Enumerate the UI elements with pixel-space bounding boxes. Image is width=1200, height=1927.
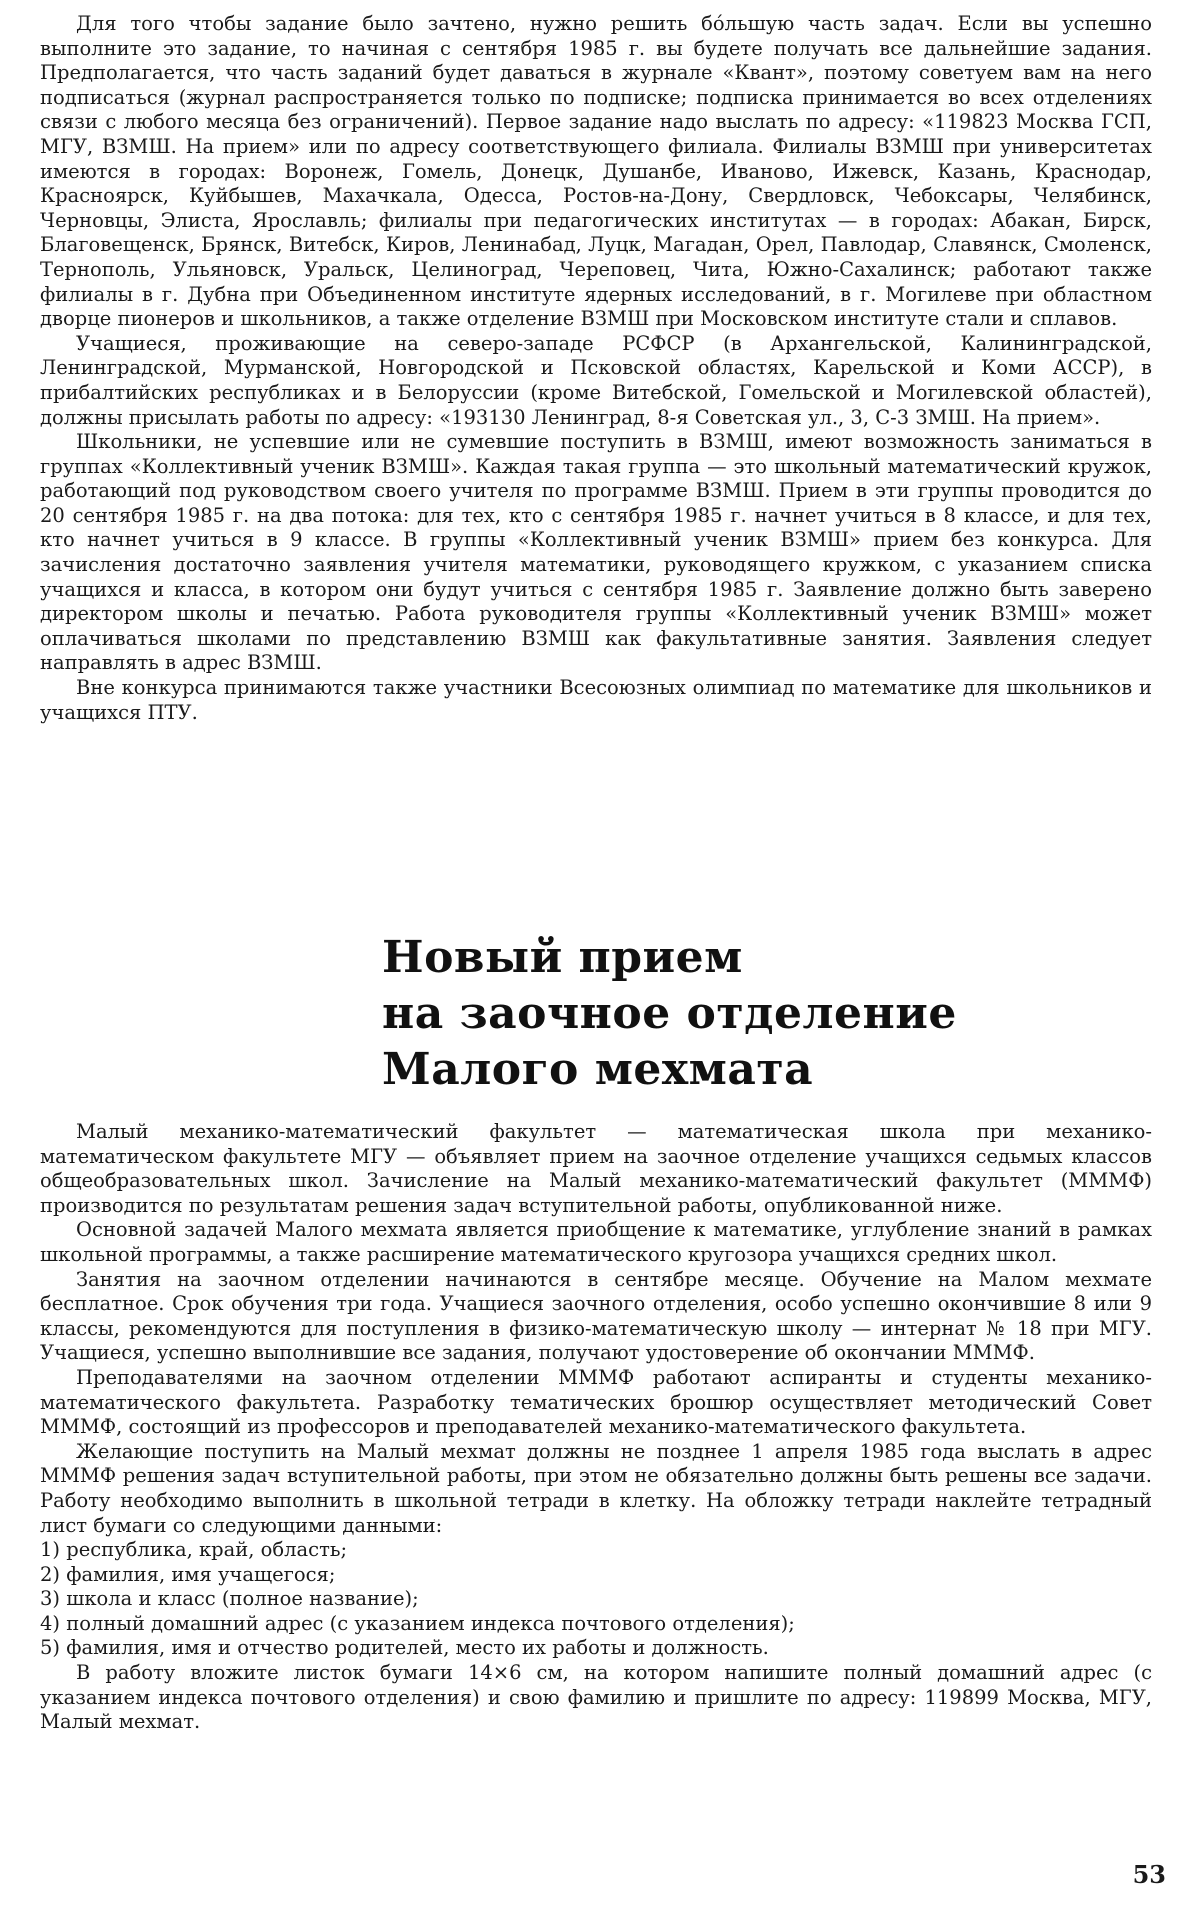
paragraph-intro: Малый механико-математический факультет — математическая школа при механико-математическом факультете МГУ — объявляет прием на заочное отделение учащихся седьмых классов общеобразовательных школ. Зачисление на Малый механико-математический факультет (МММФ) производится по результатам решения задач вступительной работы, опубликованной ниже. — [40, 1120, 1152, 1217]
paragraph-teachers: Преподавателями на заочном отделении МММФ работают аспиранты и студенты механико-математического факультета. Разработку тематических брошюр осуществляет методический Совет МММФ, состоящий из профессоров и преподавателей механико-математического факультета. — [40, 1365, 1152, 1439]
article-title-line-1: Новый прием — [382, 932, 743, 983]
required-data-list — [40, 1538, 1152, 1661]
paragraph-collective-student: Школьники, не успевшие или не сумевшие поступить в ВЗМШ, имеют возможность заниматься в группах «Коллективный ученик ВЗМШ». Каждая такая группа — это школьный математический кружок, работающий под руководством своего учителя по программе ВЗМШ. Прием в эти группы проводится до 20 сентября 1985 г. на два потока: для тех, кто с сентября 1985 г. начнет учиться в 8 классе, и для тех, кто начнет учиться в 9 классе. В группы «Коллективный ученик ВЗМШ» прием без конкурса. Для зачисления достаточно заявления учителя математики, руководящего кружком, с указанием списка учащихся и класса, в котором они будут учиться с сентября 1985 г. Заявление должно быть заверено директором школы и печатью. Работа руководителя группы «Коллективный ученик ВЗМШ» может оплачиваться школами по представлению ВЗМШ как факультативные занятия. Заявления следует направлять в адрес ВЗМШ. — [40, 430, 1152, 675]
article-title — [382, 930, 957, 1098]
list-item: 2) фамилия, имя учащегося; — [40, 1562, 336, 1586]
article-title-line-2: на заочное отделение — [382, 988, 957, 1039]
section-small-mechmath — [40, 1120, 1152, 1735]
paragraph-how-to-apply: Желающие поступить на Малый мехмат должны не позднее 1 апреля 1985 года выслать в адрес МММФ решения задач вступительной работы, при этом не обязательно должны быть решены все задачи. Работу необходимо выполнить в школьной тетради в клетку. На обложку тетради наклейте тетрадный лист бумаги со следующими данными: — [40, 1439, 1152, 1537]
paragraph-vzmsh-requirements: Для того чтобы задание было зачтено, нужно решить бо́льшую часть задач. Если вы успешно выполните это задание, то начиная с сентября 1985 г. вы будете получать все дальнейшие задания. Предполагается, что часть заданий будет даваться в журнале «Квант», поэтому советуем вам на него подписаться (журнал распространяется только по подписке; подписка принимается во всех отделениях связи с любого месяца без ограничений). Первое задание надо выслать по адресу: «119823 Москва ГСП, МГУ, ВЗМШ. На прием» или по адресу соответствующего филиала. Филиалы ВЗМШ при университетах имеются в городах: Воронеж, Гомель, Донецк, Душанбе, Иваново, Ижевск, Казань, Краснодар, Красноярск, Куйбышев, Махачкала, Одесса, Ростов-на-Дону, Свердловск, Чебоксары, Челябинск, Черновцы, Элиста, Ярославль; филиалы при педагогических институтах — в городах: Абакан, Бирск, Благовещенск, Брянск, Витебск, Киров, Ленинабад, Луцк, Магадан, Орел, Павлодар, Славянск, Смоленск, Тернополь, Ульяновск, Уральск, Целиноград, Череповец, Чита, Южно-Сахалинск; работают также филиалы в г. Дубна при Объединенном институте ядерных исследований, в г. Могилеве при областном дворце пионеров и школьников, а также отделение ВЗМШ при Московском институте стали и сплавов. — [40, 12, 1152, 331]
list-item: 4) полный домашний адрес (с указанием индекса почтового отделения); — [40, 1611, 795, 1635]
article-title-line-3: Малого мехмата — [382, 1044, 814, 1095]
section-vzmsh-admission — [40, 12, 1152, 725]
paragraph-final-instructions: В работу вложите листок бумаги 14×6 см, на котором напишите полный домашний адрес (с указанием индекса почтового отделения) и свою фамилию и пришлите по адресу: 119899 Москва, МГУ, Малый мехмат. — [40, 1661, 1152, 1734]
paragraph-olympiad-participants: Вне конкурса принимаются также участники Всесоюзных олимпиад по математике для школьников и учащихся ПТУ. — [40, 676, 1152, 724]
list-item: 3) школа и класс (полное название); — [40, 1587, 419, 1611]
list-item: 1) республика, край, область; — [40, 1538, 348, 1562]
paragraph-classes: Занятия на заочном отделении начинаются в сентябре месяце. Обучение на Малом мехмате бесплатное. Срок обучения три года. Учащиеся заочного отделения, особо успешно окончившие 8 или 9 классы, рекомендуются для поступления в физико-математическую школу — интернат № 18 при МГУ. Учащиеся, успешно выполнившие все задания, получают удостоверение об окончании МММФ. — [40, 1267, 1152, 1365]
list-item: 5) фамилия, имя и отчество родителей, место их работы и должность. — [40, 1636, 769, 1660]
page-number: 53 — [1132, 1860, 1166, 1889]
paragraph-main-goal: Основной задачей Малого мехмата является приобщение к математике, углубление знаний в рамках школьной программы, а также расширение математического кругозора учащихся средних школ. — [40, 1218, 1152, 1266]
paragraph-northwest-address: Учащиеся, проживающие на северо-западе РСФСР (в Архангельской, Калининградской, Ленинградской, Мурманской, Новгородской и Псковской областях, Карельской и Коми АССР), в прибалтийских республиках и в Белоруссии (кроме Витебской, Гомельской и Могилевской областей), должны присылать работы по адресу: «193130 Ленинград, 8-я Советская ул., 3, С-3 ЗМШ. На прием». — [40, 331, 1152, 429]
